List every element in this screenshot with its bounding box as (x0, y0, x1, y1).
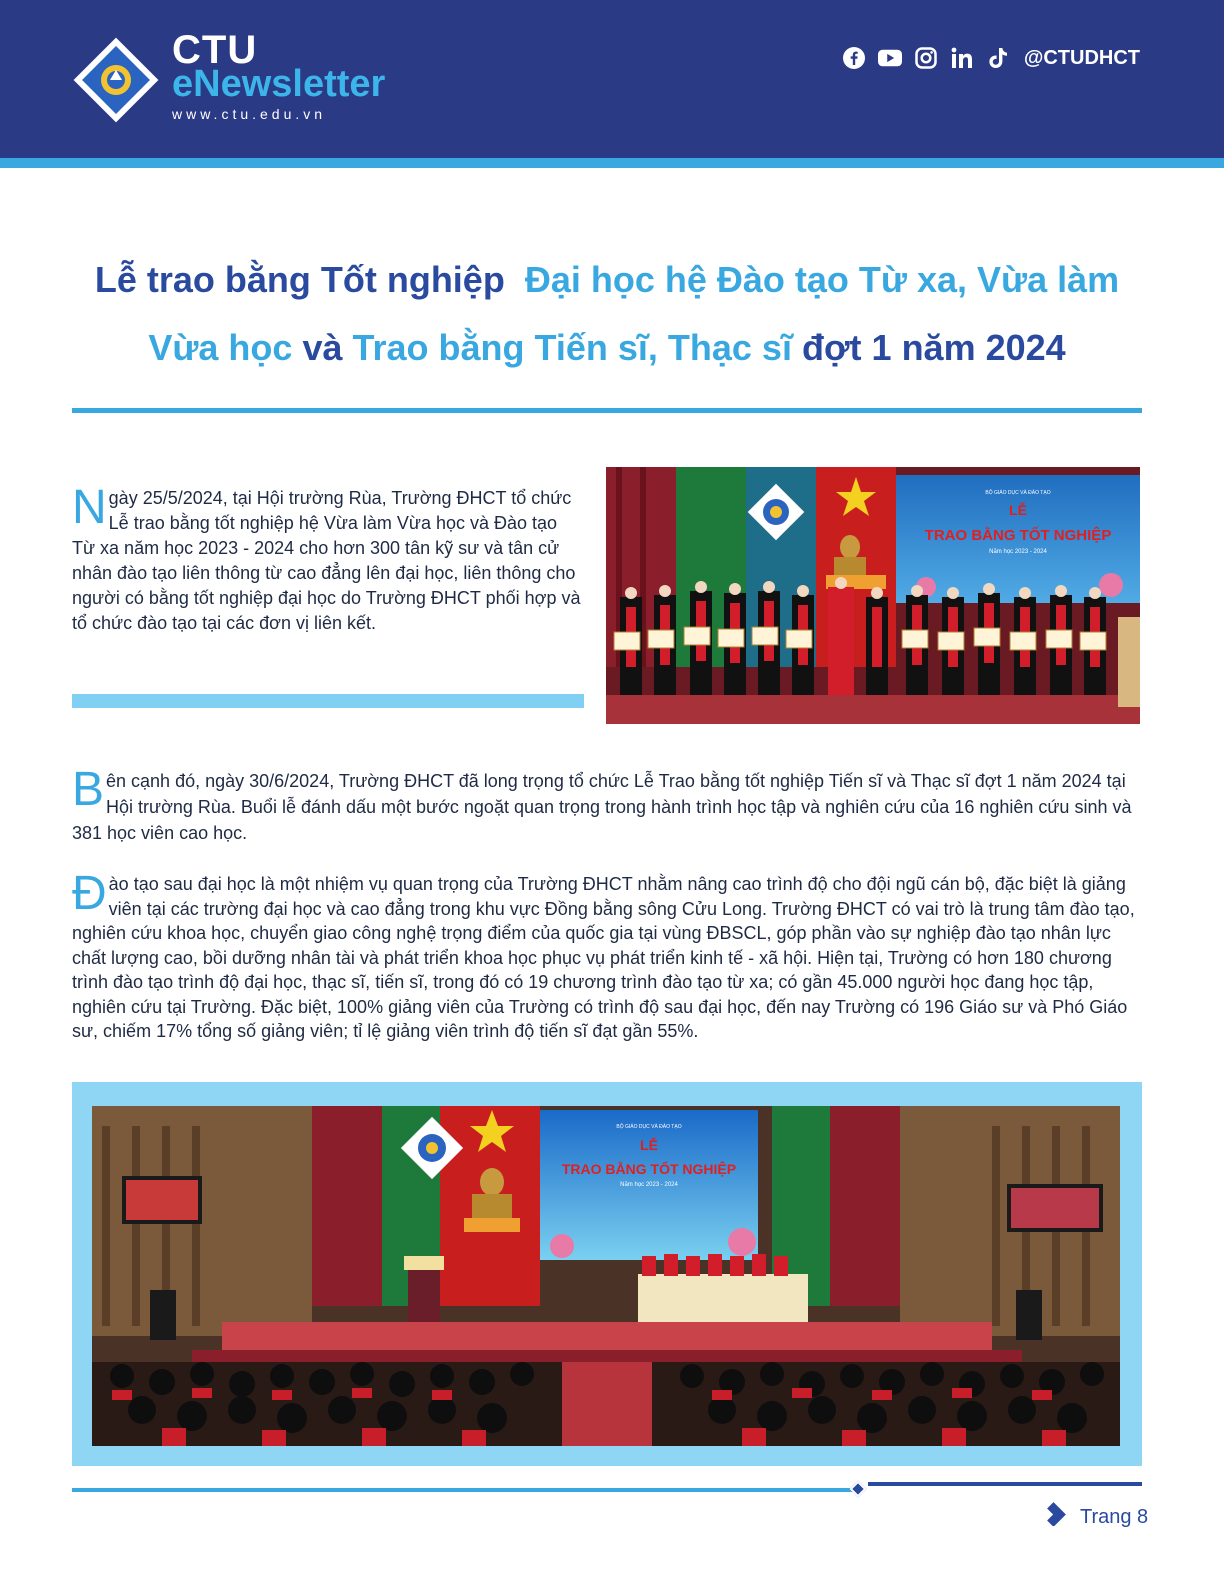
title-part-1: Lễ trao bằng Tốt nghiệp (94, 259, 505, 300)
title-part-5: đợt 1 năm 2024 (801, 327, 1066, 368)
title-part-3: và (302, 327, 343, 368)
website-url[interactable]: www.ctu.edu.vn (172, 106, 327, 122)
drop-cap: B (72, 763, 105, 816)
svg-text:Năm học 2023 - 2024: Năm học 2023 - 2024 (989, 549, 1047, 555)
svg-text:TRAO BẰNG TỐT NGHIỆP: TRAO BẰNG TỐT NGHIỆP (924, 527, 1112, 544)
social-links (842, 46, 1140, 70)
svg-text:LỄ: LỄ (1009, 502, 1027, 518)
brand-ctu: CTU (172, 28, 258, 72)
footer-rule-right (868, 1482, 1142, 1486)
svg-text:LỄ: LỄ (640, 1137, 658, 1153)
brand-enewsletter: eNewsletter (172, 63, 386, 105)
drop-cap: N (72, 481, 107, 534)
article-paragraph-3 (72, 867, 1140, 1044)
instagram-icon[interactable] (914, 46, 938, 70)
youtube-icon[interactable] (878, 46, 902, 70)
social-handle[interactable]: @CTUDHCT (1023, 46, 1140, 69)
paragraph-1-divider (72, 694, 584, 708)
footer-diamond-ornament (850, 1481, 867, 1498)
article-paragraph-1 (72, 481, 584, 636)
page-number: Trang 8 (1080, 1506, 1149, 1528)
title-part-2: Đại học hệ Đào tạo Từ xa, Vừa làm Vừa học (148, 259, 1120, 368)
svg-text:BỘ GIÁO DỤC VÀ ĐÀO TẠO: BỘ GIÁO DỤC VÀ ĐÀO TẠO (985, 490, 1051, 496)
paragraph-2-text: ên cạnh đó, ngày 30/6/2024, Trường ĐHCT đã long trọng tổ chức Lễ Trao bằng tốt nghiệp Tiến sĩ và Thạc sĩ đợt 1 năm 2024 tại Hội trường Rùa. Buổi lễ đánh dấu một bước ngoặt quan trọng trong hành trình học tập và nghiên cứu của 16 nghiên cứu sinh và 381 học viên cao học. (72, 771, 1132, 843)
paragraph-3-text: ào tạo sau đại học là một nhiệm vụ quan trọng của Trường ĐHCT nhằm nâng cao trình độ cho đội ngũ cán bộ, đặc biệt là giảng viên tại các trường đại học và cao đẳng trong khu vực Đồng bằng sông Cửu Long. Trường ĐHCT có vai trò là trung tâm đào tạo, nghiên cứu khoa học, chuyển giao công nghệ trọng điểm của quốc gia tại vùng ĐBSCL, góp phần vào sự nghiệp đào tạo nhân lực chất lượng cao, bồi dưỡng nhân tài và phát triển khoa học phục vụ phát triển kinh tế - xã hội. Hiện tại, Trường có hơn 180 chương trình đào tạo trình độ đại học, thạc sĩ, tiến sĩ, trong đó có 19 chương trình đào tạo từ xa; có gần 45.000 người học đang học tập, nghiên cứu tại Trường. Đặc biệt, 100% giảng viên của Trường có trình độ sau đại học, đến nay Trường có 196 Giáo sư và Phó Giáo sư, chiếm 17% tổng số giảng viên; tỉ lệ giảng viên trình độ tiến sĩ đạt gần 55%. (72, 874, 1135, 1041)
title-part-4: Trao bằng Tiến sĩ, Thạc sĩ (352, 327, 792, 368)
svg-text:BỘ GIÁO DỤC VÀ ĐÀO TẠO: BỘ GIÁO DỤC VÀ ĐÀO TẠO (616, 1124, 682, 1130)
ctu-logo-icon[interactable] (72, 36, 160, 124)
tiktok-icon[interactable] (986, 46, 1010, 70)
header-accent-stripe (0, 158, 1224, 168)
page-arrow-icon (1046, 1502, 1070, 1526)
paragraph-1-text: gày 25/5/2024, tại Hội trường Rùa, Trường ĐHCT tổ chức Lễ trao bằng tốt nghiệp hệ Vừa làm Vừa học và Đào tạo Từ xa năm học 2023 - 2024 cho hơn 300 tân kỹ sư và tân cử nhân đào tạo liên thông từ cao đẳng lên đại học, liên thông cho người có bằng tốt nghiệp đại học do Trường ĐHCT phối hợp và tổ chức đào tạo tại các đơn vị liên kết. (72, 488, 581, 633)
facebook-icon[interactable] (842, 46, 866, 70)
drop-cap: Đ (72, 867, 107, 920)
article-title (72, 246, 1142, 382)
linkedin-icon[interactable] (950, 46, 974, 70)
svg-text:Năm học 2023 - 2024: Năm học 2023 - 2024 (620, 1182, 678, 1188)
title-divider (72, 408, 1142, 413)
article-paragraph-2 (72, 763, 1140, 846)
footer-rule-left (72, 1488, 858, 1492)
svg-text:TRAO BẰNG TỐT NGHIỆP: TRAO BẰNG TỐT NGHIỆP (561, 1161, 737, 1177)
graduation-photo-hall (92, 1106, 1120, 1446)
graduation-photo-stage (606, 467, 1140, 724)
